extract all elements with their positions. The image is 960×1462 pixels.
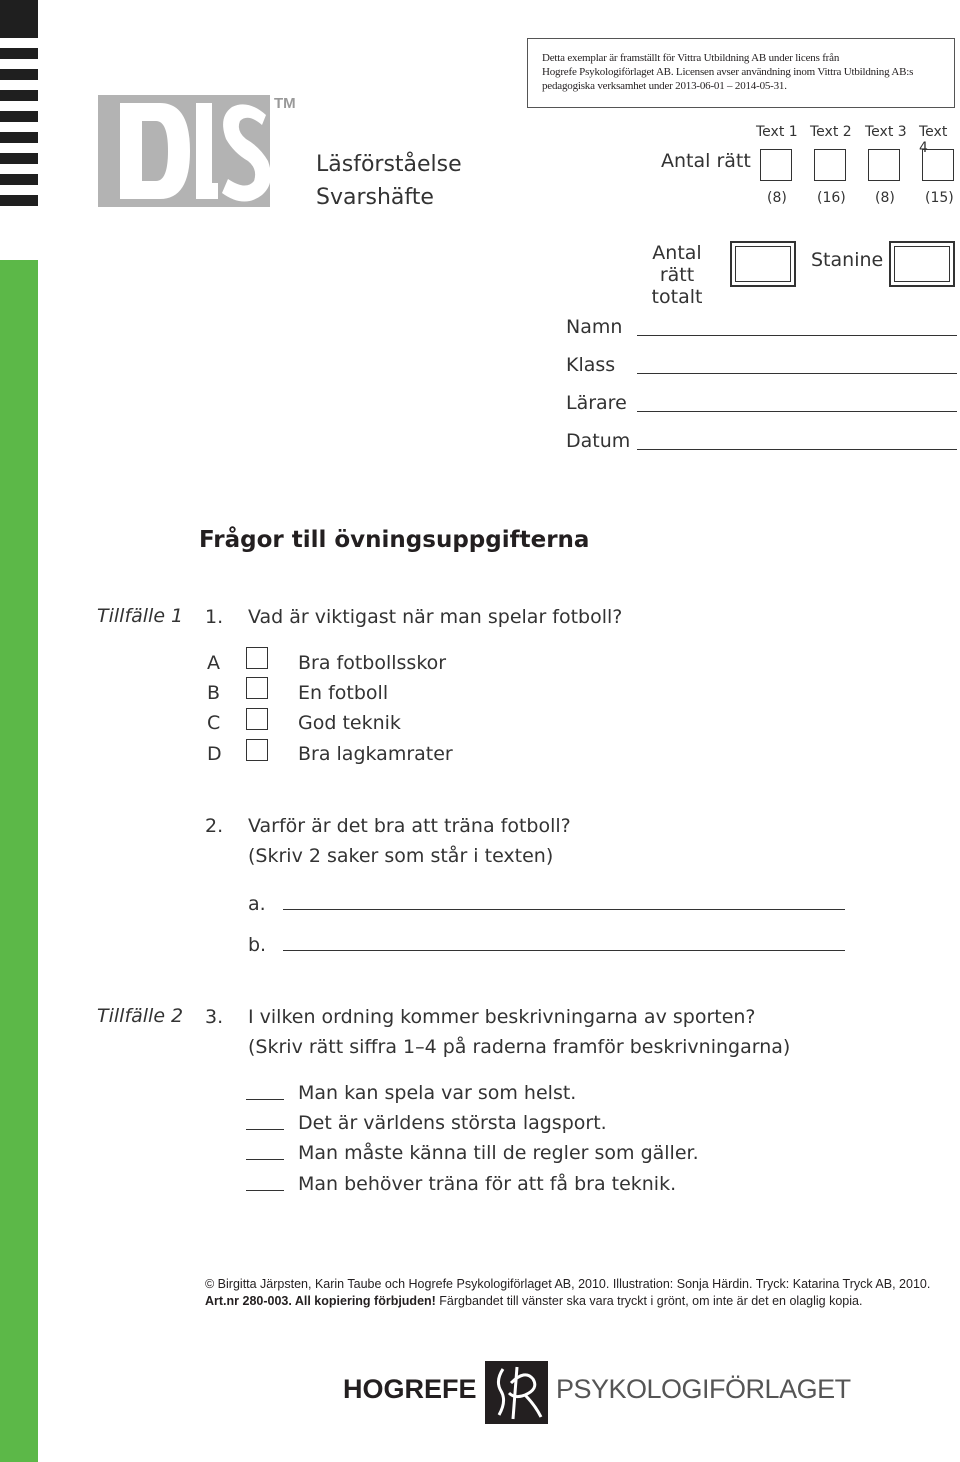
test-title: Läsförståelse [316, 152, 462, 177]
text3-max: (8) [875, 190, 895, 206]
name-label: Namn [566, 316, 623, 338]
q2-b-answer-line[interactable] [283, 950, 845, 951]
text4-max: (15) [925, 190, 954, 206]
date-label: Datum [566, 430, 631, 452]
q1-option-text: Bra lagkamrater [298, 743, 453, 765]
stanine-label: Stanine [811, 249, 884, 271]
occasion1-label: Tillfälle 1 [97, 605, 184, 627]
q1-number: 1. [205, 606, 224, 628]
antal-ratt-label: Antal rätt [661, 150, 751, 172]
q1-option-letter: C [207, 712, 221, 734]
q3-number: 3. [205, 1006, 224, 1028]
text4-label: Text 4 [919, 124, 948, 156]
license-notice [527, 38, 955, 108]
article-line [205, 1294, 862, 1308]
text1-max: (8) [767, 190, 787, 206]
q3-item: Man måste känna till de regler som gäller. [298, 1142, 699, 1164]
q1-option-letter: B [207, 682, 221, 704]
green-band [0, 260, 38, 1462]
text1-label: Text 1 [756, 124, 798, 140]
q3-item: Man behöver träna för att få bra teknik. [298, 1173, 677, 1195]
teacher-label: Lärare [566, 392, 627, 414]
text2-max: (16) [817, 190, 846, 206]
article-number: Art.nr 280-003. All kopiering förbjuden! [205, 1294, 436, 1308]
class-label: Klass [566, 354, 616, 376]
text4-score-box[interactable] [922, 149, 954, 181]
text3-score-box[interactable] [868, 149, 900, 181]
teacher-field[interactable] [637, 411, 957, 412]
q1-option-text: En fotboll [298, 682, 389, 704]
q1-option-c-checkbox[interactable] [246, 708, 268, 730]
q2-a-answer-line[interactable] [283, 909, 845, 910]
q3-order-line-3[interactable] [246, 1159, 284, 1160]
q1-option-text: Bra fotbollsskor [298, 652, 447, 674]
logo-tm: TM [274, 95, 296, 112]
q3-order-line-4[interactable] [246, 1190, 284, 1191]
q1-option-letter: A [207, 652, 220, 674]
section-title: Frågor till övningsuppgifterna [199, 527, 590, 553]
occasion2-label: Tillfälle 2 [97, 1005, 184, 1027]
q3-text: I vilken ordning kommer beskrivningarna av sporten? [248, 1006, 756, 1028]
publisher-name-right: PSYKOLOGIFÖRLAGET [556, 1374, 851, 1404]
q3-instruction: (Skriv rätt siffra 1–4 på raderna framför beskrivningarna) [248, 1036, 791, 1058]
date-field[interactable] [637, 449, 957, 450]
q1-option-a-checkbox[interactable] [246, 647, 268, 669]
license-line: Detta exemplar är framställt för Vittra Utbildning AB under licens från [542, 52, 840, 64]
q2-b-label: b. [248, 934, 267, 956]
text1-score-box[interactable] [760, 149, 792, 181]
total-label [634, 242, 720, 308]
publisher-name-left: HOGREFE [343, 1374, 477, 1404]
text3-label: Text 3 [865, 124, 907, 140]
total-score-box[interactable] [730, 241, 796, 287]
q3-order-line-1[interactable] [246, 1099, 284, 1100]
q1-option-d-checkbox[interactable] [246, 739, 268, 761]
q1-option-letter: D [207, 743, 222, 765]
q2-a-label: a. [248, 893, 266, 915]
q3-item: Man kan spela var som helst. [298, 1082, 577, 1104]
test-subtitle: Svarshäfte [316, 185, 434, 210]
text2-label: Text 2 [810, 124, 852, 140]
name-field[interactable] [637, 335, 957, 336]
stanine-box[interactable] [889, 241, 955, 287]
class-field[interactable] [637, 373, 957, 374]
dls-logo [98, 95, 296, 207]
q3-item: Det är världens största lagsport. [298, 1112, 607, 1134]
q1-option-text: God teknik [298, 712, 401, 734]
copyright-line: © Birgitta Järpsten, Karin Taube och Hogrefe Psykologiförlaget AB, 2010. Illustration: Sonja Härdin. Tryck: Katarina Tryck AB, 2010. [205, 1277, 931, 1291]
license-line: Hogrefe Psykologiförlaget AB. Licensen avser användning inom Vittra Utbildning AB:s [542, 66, 914, 78]
q2-number: 2. [205, 815, 224, 837]
q2-instruction: (Skriv 2 saker som står i texten) [248, 845, 554, 867]
color-band-note: Färgbandet till vänster ska vara tryckt i grönt, om inte är det en olaglig kopia. [435, 1294, 863, 1308]
q2-text: Varför är det bra att träna fotboll? [248, 815, 571, 837]
total-label-line1: Antal rätt [652, 242, 702, 286]
q1-text: Vad är viktigast när man spelar fotboll? [248, 606, 623, 628]
q3-order-line-2[interactable] [246, 1129, 284, 1130]
q1-option-b-checkbox[interactable] [246, 677, 268, 699]
text2-score-box[interactable] [814, 149, 846, 181]
total-label-line2: totalt [651, 286, 703, 308]
license-line: pedagogiska verksamhet under 2013-06-01 – 2014-05-31. [542, 80, 787, 92]
publisher-emblem [485, 1361, 548, 1424]
